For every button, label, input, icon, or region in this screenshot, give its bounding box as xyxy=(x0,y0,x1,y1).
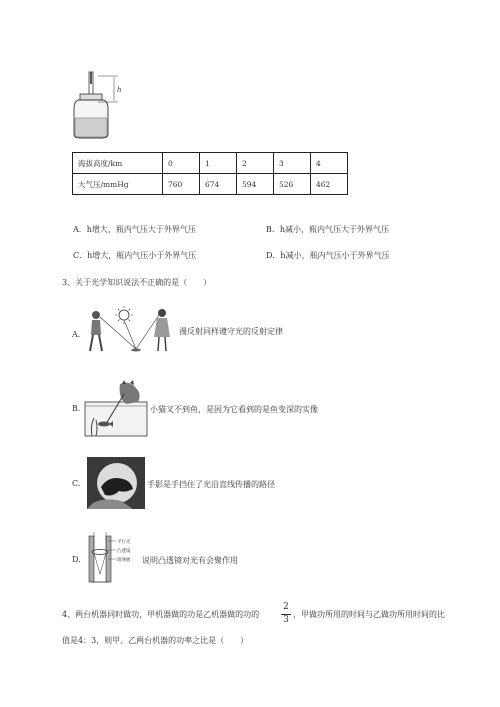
q4-fraction-numerator: 2 xyxy=(283,602,289,612)
diffuse-reflection-figure xyxy=(84,305,180,357)
convex-lens-figure xyxy=(86,530,140,586)
table-header-cell: 1 xyxy=(200,153,237,174)
q2-option-c: C．h增大，瓶内气压小于外界气压 xyxy=(73,251,197,260)
q2-option-d: D．h减小，瓶内气压小于外界气压 xyxy=(266,251,390,260)
parallel-light-label: 平行光 xyxy=(117,540,131,545)
hand-shadow-figure xyxy=(87,457,145,509)
cat-fishing-figure xyxy=(84,380,150,438)
q3-option-d-text: 说明凸透镜对光有会聚作用 xyxy=(142,556,238,565)
h-label: h xyxy=(117,86,122,94)
table-cell: 674 xyxy=(200,174,237,195)
q3-stem: 3、关于光学知识说法不正确的是（ ） xyxy=(62,278,212,287)
q4-line2: 值是4：3，则甲、乙两台机器的功率之比是（ ） xyxy=(62,636,249,645)
table-header-cell: 3 xyxy=(274,153,311,174)
table-cell: 760 xyxy=(163,174,200,195)
q3-option-a-text: 漫反射同样遵守光的反射定律 xyxy=(179,327,283,336)
q3-option-c-text: 手影是手挡住了光沿直线传播的路径 xyxy=(147,480,275,489)
table-row xyxy=(73,174,348,195)
glass-plate-label: 玻璃板 xyxy=(117,558,131,563)
table-row xyxy=(73,153,348,174)
table-cell: 526 xyxy=(274,174,311,195)
table-cell: 594 xyxy=(237,174,274,195)
q3-option-b-text: 小猫叉不到鱼，是因为它看到的是鱼变深的实像 xyxy=(150,405,318,414)
q3-option-b-letter: B. xyxy=(72,404,81,413)
altitude-pressure-table xyxy=(72,152,348,195)
table-header-cell: 海拔高度/km xyxy=(73,153,163,174)
q4-line1-part1: 4、两台机器同时做功，甲机器做的功是乙机器做的功的 xyxy=(62,610,260,619)
convex-lens-label: 凸透镜 xyxy=(117,549,131,554)
table-header-cell: 2 xyxy=(237,153,274,174)
q4-line1-part2: ，甲做功所用的时间与乙做功所用时间的比 xyxy=(293,610,445,619)
q3-option-a-letter: A. xyxy=(72,330,81,339)
q4-fraction-denominator: 3 xyxy=(283,615,289,625)
table-header-cell: 4 xyxy=(311,153,348,174)
table-header-cell: 0 xyxy=(163,153,200,174)
q3-option-c-letter: C. xyxy=(72,479,81,488)
bottle-pressure-figure xyxy=(68,68,148,142)
q2-option-a: A．h增大，瓶内气压大于外界气压 xyxy=(73,225,196,234)
table-cell: 大气压/mmHg xyxy=(73,174,163,195)
q2-option-b: B．h减小，瓶内气压大于外界气压 xyxy=(266,225,390,234)
q3-option-d-letter: D. xyxy=(72,555,81,564)
table-cell: 462 xyxy=(311,174,348,195)
